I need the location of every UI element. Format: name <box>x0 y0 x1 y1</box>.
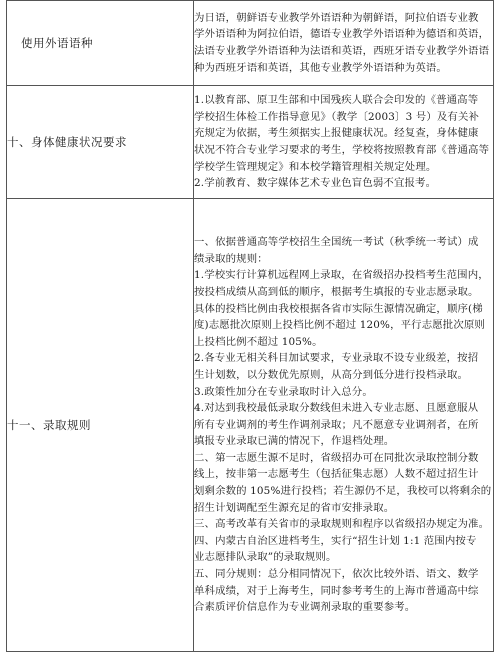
content-line: 2.各专业无相关科目加试要求，专业录取不设专业级差，按招 <box>194 352 479 365</box>
content-line: 种为西班牙语和英语，其他专业教学外语语种为英语。 <box>194 61 447 74</box>
row-label: 十、身体健康状况要求 <box>7 86 194 199</box>
content-line: 划剩余数的 105%进行投档；若生源仍不足，我校可以将剩余的 <box>194 485 492 498</box>
content-line: 合素质评价信息作为专业调剂录取的重要参考。 <box>194 601 416 614</box>
content-line: 三、高考改革有关省市的录取规则和程序以省级招办规定为准。 <box>194 518 490 531</box>
content-line: 充规定为依据，考生须据实上报健康状况。经复查，身体健康 <box>194 127 479 140</box>
content-line: 法语专业教学外语语种为法语和英语，西班牙语专业教学外语语 <box>194 45 490 57</box>
content-line: 四、内蒙古自治区进档考生，实行“招生计划 1:1 范围内按专 <box>194 534 477 547</box>
content-line: 学外语语种为阿拉伯语，德语专业教学外语语种为德语和英语， <box>194 28 490 41</box>
content-line: 生计划数，以分数优先原则，从高分到低分进行投档录取。 <box>194 368 469 381</box>
content-line: 所有专业调剂的考生作调剂录取；凡不愿意专业调剂者，在所 <box>194 418 479 431</box>
content-line: 按投档成绩从高到低的顺序，根据考生填报的专业志愿录取。 <box>194 285 479 298</box>
admission-rules-row <box>7 199 494 652</box>
row-content <box>194 1 494 86</box>
content-line: 学校学生管理规定》和本校学籍管理相关规定处理。 <box>194 160 437 173</box>
content-line: 填报专业录取已满的情况下，作退档处理。 <box>194 435 395 448</box>
content-line: 学校招生体检工作指导意见》（教学〔2003〕3 号）及有关补 <box>194 110 480 123</box>
content-line: 度)志愿批次原则上投档比例不超过 120%，平行志愿批次原则 <box>194 319 485 332</box>
content-line: 业志愿排队录取”的录取规则。 <box>194 551 337 564</box>
content-line: 绩录取的规则： <box>194 252 268 265</box>
row-label: 使用外语语种 <box>7 1 194 86</box>
content-line: 招生计划调配至生源充足的省市安排录取。 <box>194 501 395 514</box>
content-line: 状况不符合专业学习要求的考生，学校将按照教育部《普通高等 <box>194 144 490 156</box>
content-line: 上投档比例不超过 105%。 <box>194 335 323 348</box>
health-requirements-row <box>7 86 494 199</box>
content-line: 五、同分规则：总分相同情况下，依次比较外语、语文、数学 <box>194 568 479 581</box>
content-line: 为日语，朝鲜语专业教学外语语种为朝鲜语，阿拉伯语专业教 <box>194 11 479 24</box>
content-line: 2.学前教育、数字媒体艺术专业色盲色弱不宜报考。 <box>194 177 437 190</box>
content-line: 1.学校实行计算机远程网上录取，在省级招办投档考生范围内， <box>194 269 489 282</box>
row-content <box>194 86 494 199</box>
table-body <box>7 1 494 652</box>
content-line: 二、第一志愿生源不足时，省级招办可在同批次录取控制分数 <box>194 451 479 464</box>
admission-info-table <box>6 0 494 652</box>
content-line: 1.以教育部、原卫生部和中国残疾人联合会印发的《普通高等 <box>194 94 479 107</box>
row-label: 十一、录取规则 <box>7 199 194 652</box>
content-line: 一、依据普通高等学校招生全国统一考试（秋季统一考试）成 <box>194 236 479 249</box>
content-line: 3.政策性加分在专业录取时计入总分。 <box>194 385 373 398</box>
content-line: 单科成绩，对于上海考生，同时参考考生的上海市普通高中综 <box>194 584 479 597</box>
content-line: 具体的投档比例由我校根据各省市实际生源情况确定，顺序(梯 <box>194 302 483 315</box>
content-line: 4.对达到我校最低录取分数线但未进入专业志愿、且愿意服从 <box>194 402 479 415</box>
foreign-language-row <box>7 1 494 86</box>
content-line: 线上，按非第一志愿考生（包括征集志愿）人数不超过招生计 <box>194 468 479 481</box>
row-content <box>194 199 494 652</box>
